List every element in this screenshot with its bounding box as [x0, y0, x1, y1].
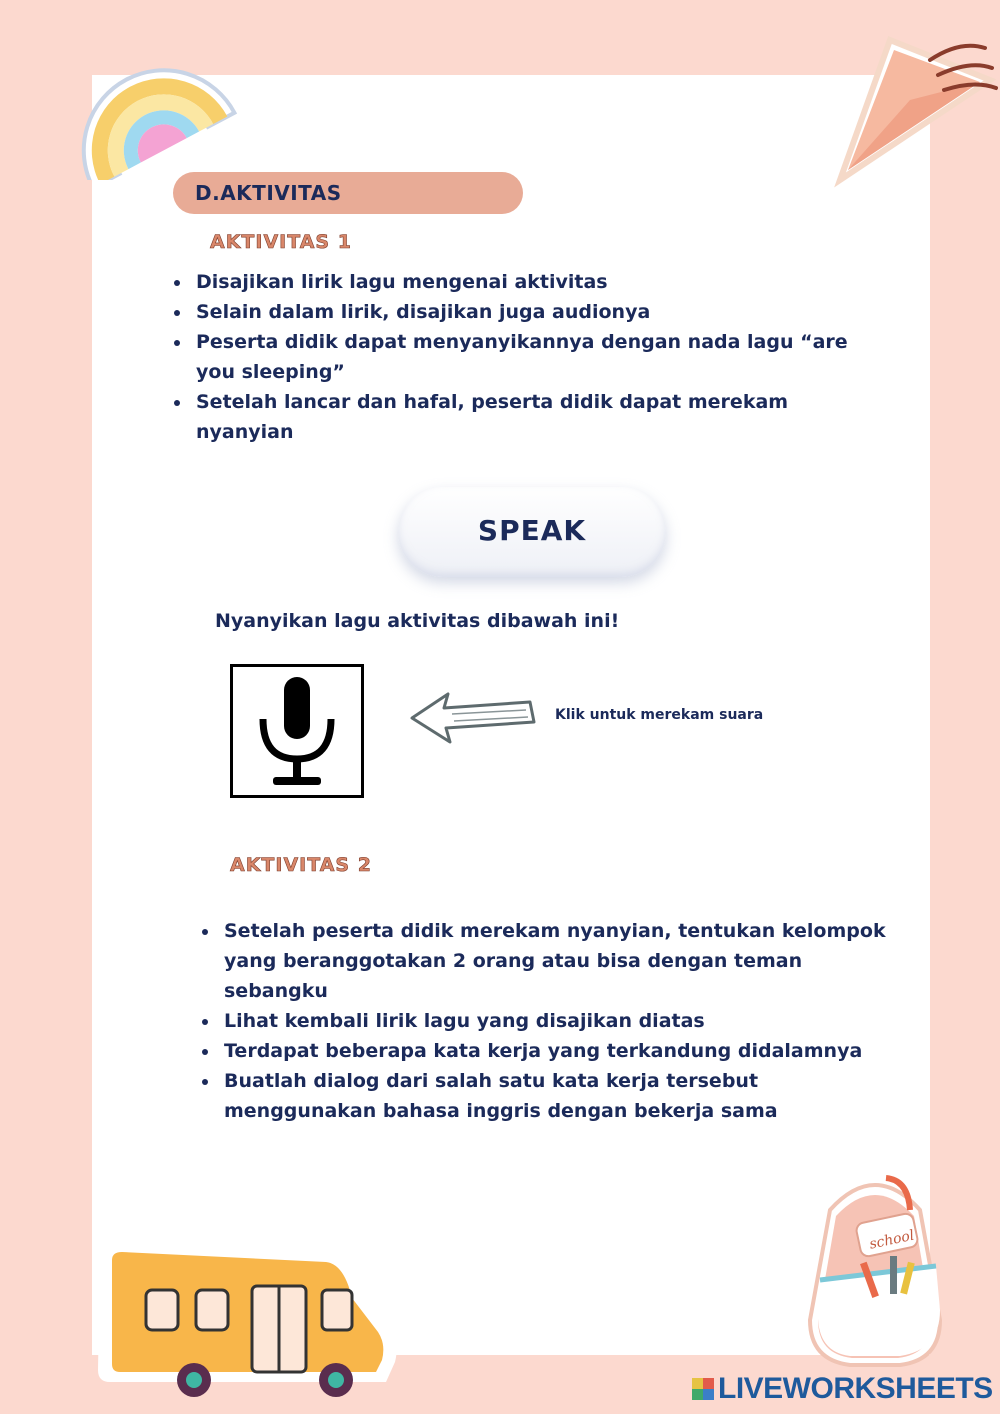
activity-1-list — [170, 267, 872, 447]
liveworksheets-brand[interactable] — [692, 1372, 993, 1406]
school-bus-sticker-icon — [90, 1232, 410, 1402]
backpack-label: school — [867, 1227, 916, 1253]
speak-label: SPEAK — [477, 514, 587, 547]
list-item: • Selain dalam lirik, disajikan juga audionya — [192, 297, 872, 327]
backpack-sticker-icon — [790, 1170, 960, 1380]
activity-2-list — [198, 916, 910, 1126]
section-title: D.AKTIVITAS — [195, 181, 342, 205]
liveworksheets-logo-icon — [692, 1378, 714, 1400]
speak-button[interactable] — [398, 487, 666, 577]
record-hint: Klik untuk merekam suara — [555, 707, 764, 723]
paper-plane-sticker-icon — [820, 20, 1000, 190]
list-item: • Setelah lancar dan hafal, peserta didik dapat merekam nyanyian — [192, 387, 872, 447]
rainbow-sticker-icon — [45, 5, 245, 180]
list-item: • Disajikan lirik lagu mengenai aktivitas — [192, 267, 872, 297]
microphone-icon — [233, 667, 361, 795]
brand-name: LIVEWORKSHEETS — [718, 1372, 993, 1405]
list-item: • Lihat kembali lirik lagu yang disajikan diatas — [220, 1006, 910, 1036]
activity-2-heading: AKTIVITAS 2 — [230, 854, 372, 876]
list-item: • Buatlah dialog dari salah satu kata kerja tersebut menggunakan bahasa inggris dengan bekerja sama — [220, 1066, 910, 1126]
record-button[interactable] — [230, 664, 364, 798]
activity-1-heading: AKTIVITAS 1 — [210, 231, 352, 253]
speak-instruction: Nyanyikan lagu aktivitas dibawah ini! — [215, 610, 620, 632]
list-item: • Peserta didik dapat menyanyikannya dengan nada lagu “are you sleeping” — [192, 327, 872, 387]
list-item: • Setelah peserta didik merekam nyanyian, tentukan kelompok yang beranggotakan 2 orang atau bisa dengan teman sebangku — [220, 916, 910, 1006]
arrow-left-icon — [408, 690, 538, 746]
list-item: • Terdapat beberapa kata kerja yang terkandung didalamnya — [220, 1036, 910, 1066]
